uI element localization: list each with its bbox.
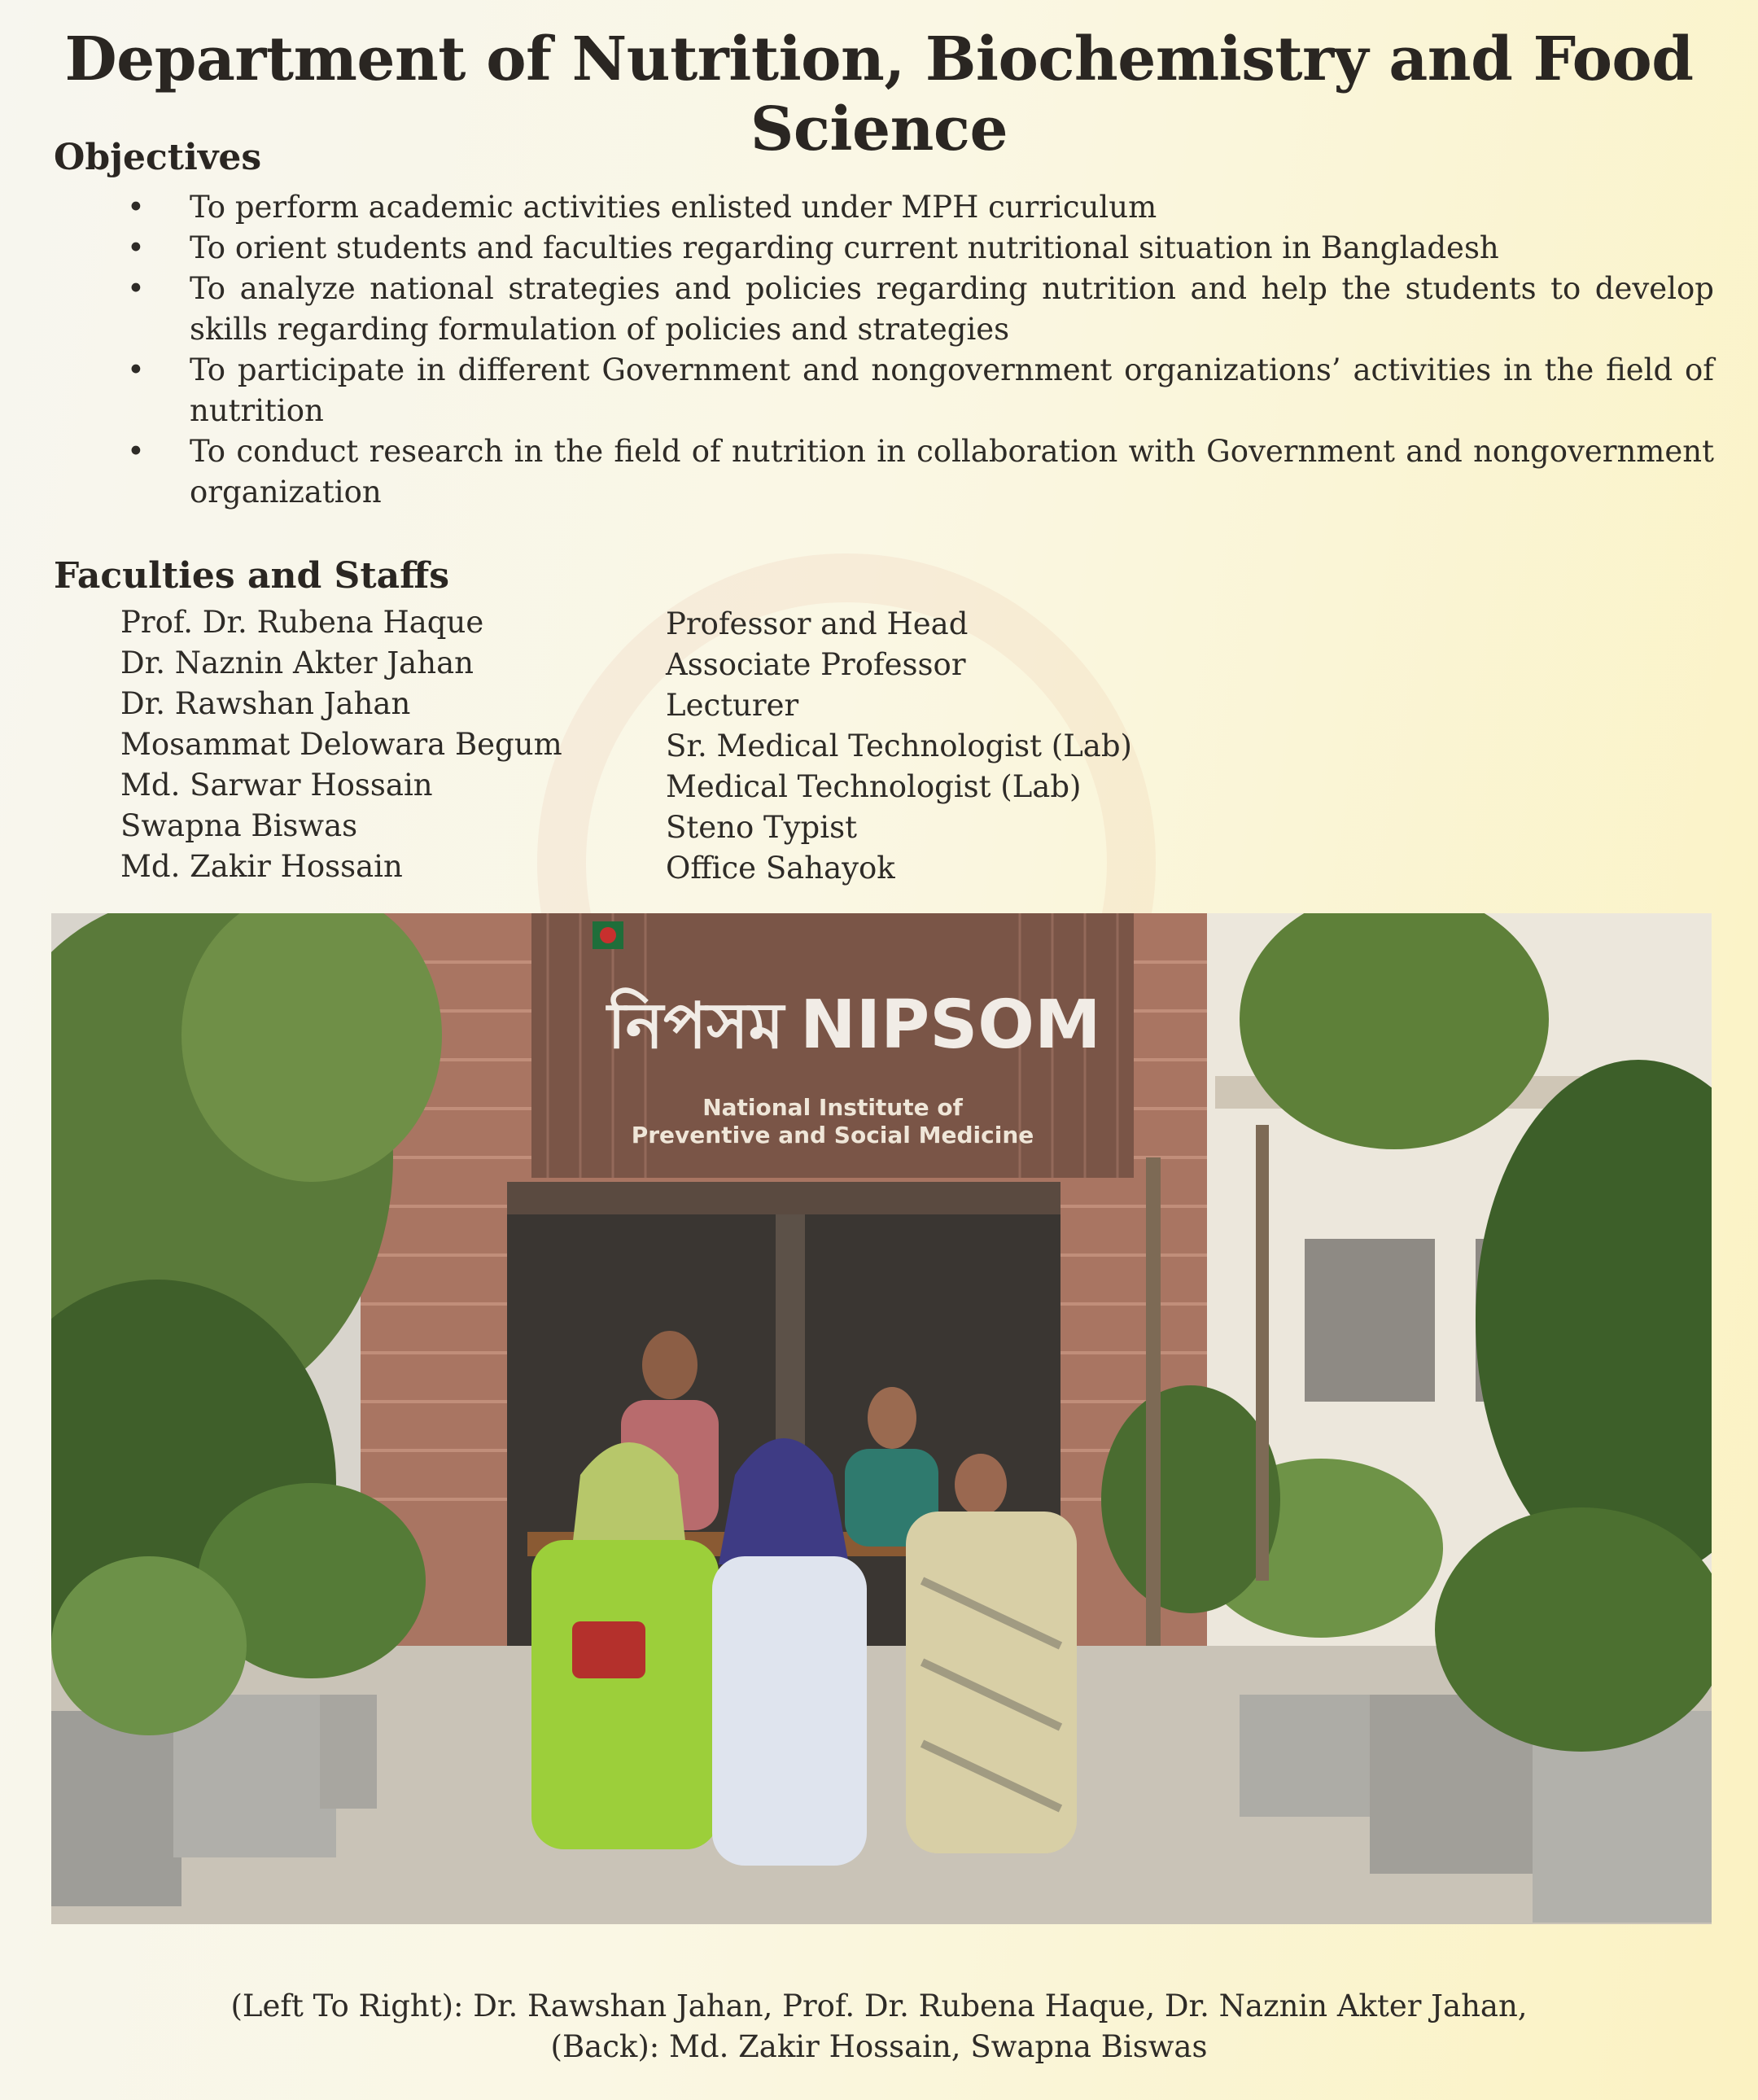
faculty-role: Lecturer	[666, 688, 799, 723]
bullet-icon: •	[127, 190, 145, 225]
faculty-name: Swapna Biswas	[120, 808, 358, 843]
faculty-name: Md. Sarwar Hossain	[120, 768, 433, 803]
objective-item: • To analyze national strategies and policies regarding nutrition and help the students to develop skills regarding formulation of policies and strategies	[54, 269, 1714, 350]
objective-item: • To conduct research in the field of nutrition in collaboration with Government and nongovernment organization	[54, 431, 1714, 513]
sign-bangla-text: নিপসম	[607, 990, 784, 1063]
sign-main-text: NIPSOM	[800, 987, 1101, 1064]
faculty-names	[120, 602, 562, 887]
caption-line: (Back): Md. Zakir Hossain, Swapna Biswas	[550, 2029, 1208, 2064]
faculty-name: Prof. Dr. Rubena Haque	[120, 605, 484, 640]
bullet-icon: •	[127, 271, 145, 306]
group-photo	[51, 913, 1712, 1924]
sign-line-2: Preventive and Social Medicine	[631, 1122, 1034, 1148]
bullet-icon: •	[127, 434, 145, 469]
objectives-heading: Objectives	[54, 137, 262, 178]
faculty-role: Professor and Head	[666, 606, 969, 641]
sign-line-1: National Institute of	[702, 1094, 963, 1121]
faculty-role: Associate Professor	[666, 647, 966, 682]
objective-item: • To participate in different Government and nongovernment organizations’ activities in the field of nutrition	[54, 350, 1714, 431]
objective-item: • To orient students and faculties regarding current nutritional situation in Bangladesh	[54, 228, 1714, 269]
page-title: Department of Nutrition, Biochemistry and Food Science	[64, 24, 1694, 164]
faculty-role: Medical Technologist (Lab)	[666, 769, 1082, 804]
objective-item: • To perform academic activities enlisted under MPH curriculum	[54, 187, 1714, 228]
faculty-name: Dr. Rawshan Jahan	[120, 686, 411, 721]
faculty-roles	[666, 604, 1132, 889]
faculty-heading: Faculties and Staffs	[54, 555, 450, 597]
bullet-icon: •	[127, 230, 145, 265]
caption-line: (Left To Right): Dr. Rawshan Jahan, Prof. Dr. Rubena Haque, Dr. Naznin Akter Jahan,	[230, 1988, 1528, 2023]
faculty-name: Dr. Naznin Akter Jahan	[120, 645, 474, 680]
faculty-role: Office Sahayok	[666, 851, 895, 886]
faculty-name: Md. Zakir Hossain	[120, 849, 403, 884]
bullet-icon: •	[127, 352, 145, 387]
faculty-name: Mosammat Delowara Begum	[120, 727, 562, 762]
photo-caption	[0, 1986, 1758, 2067]
faculty-role: Steno Typist	[666, 810, 857, 845]
faculty-role: Sr. Medical Technologist (Lab)	[666, 728, 1132, 763]
objectives-list	[54, 187, 1714, 513]
